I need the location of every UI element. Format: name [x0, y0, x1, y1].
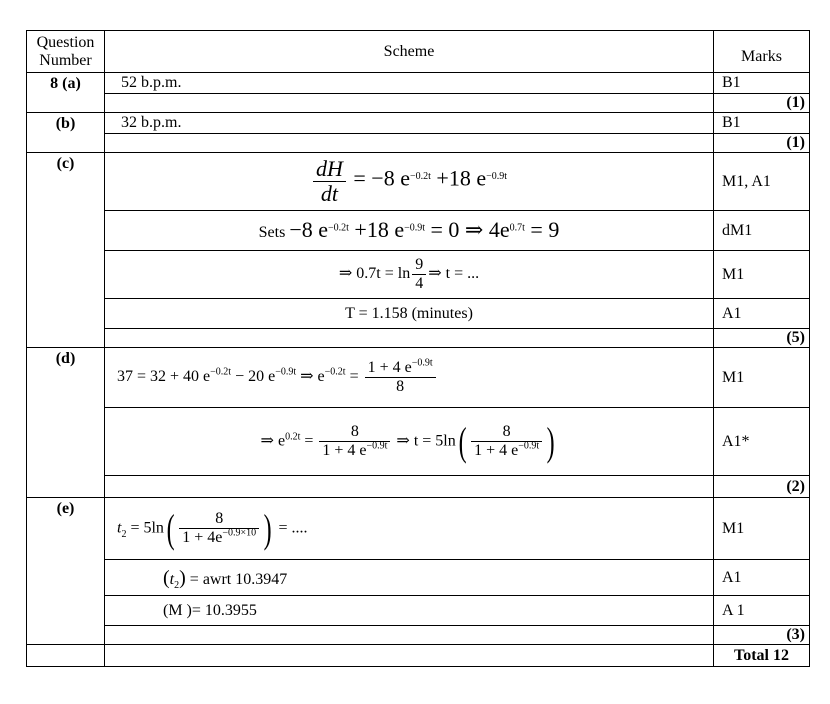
part-c-mark-1: M1, A1: [714, 153, 810, 211]
total-marks: Total 12: [714, 645, 810, 667]
part-c-subtotal-row: [27, 329, 810, 348]
part-c-subtotal: (5): [714, 329, 810, 348]
nine-quarters-fraction: $\frac{9}{4}$: [412, 256, 426, 292]
d2-fraction-b: $\frac{8}{1 + 4 e^{-0.9t}}$: [471, 423, 542, 459]
part-b-subtotal: (1): [714, 134, 810, 153]
part-d-line-2: ⇒ $e^{0.2t}$ = $\frac{8}{1 + 4 e^{-0.9t}}$ ⇒ t = 5ln( $\frac{8}{1 + 4 e^{-0.9t}}$ ): [105, 408, 714, 476]
part-e-line-2: $(t_2)$ = awrt 10.3947: [105, 560, 714, 596]
part-a-answer: 52 b.p.m.: [105, 73, 714, 94]
part-e-mark-2: A1: [714, 560, 810, 596]
part-c-label: (c): [27, 153, 105, 211]
part-e-label: (e): [27, 498, 105, 560]
total-row: [27, 645, 810, 667]
part-c-row-4: [27, 299, 810, 329]
part-d-row-1: [27, 348, 810, 408]
e1-fraction: $\frac{8}{1 + 4e^{-0.9\times 10}}$: [179, 510, 259, 546]
part-e-line-1: $t_2 = 5\ln$( $\frac{8}{1 + 4e^{-0.9\times 10}}$ ) = ....: [105, 498, 714, 560]
header-scheme: Scheme: [105, 31, 714, 73]
part-d-mark-2: A1*: [714, 408, 810, 476]
part-d-mark-1: M1: [714, 348, 810, 408]
part-e-mark-1: M1: [714, 498, 810, 560]
part-e-row-3: [27, 596, 810, 626]
part-b-answer: 32 b.p.m.: [105, 113, 714, 134]
part-e-line-3: (M )= 10.3955: [105, 596, 714, 626]
part-b-subtotal-row: [27, 134, 810, 153]
part-c-mark-2: dM1: [714, 211, 810, 251]
part-e-mark-3: A 1: [714, 596, 810, 626]
part-c-mark-4: A1: [714, 299, 810, 329]
part-e-subtotal: (3): [714, 626, 810, 645]
part-a-label: 8 (a): [27, 73, 105, 94]
part-d-row-2: [27, 408, 810, 476]
part-a-subtotal: (1): [714, 94, 810, 113]
mark-scheme-table: [26, 30, 810, 667]
part-c-mark-3: M1: [714, 251, 810, 299]
part-e-row-2: [27, 560, 810, 596]
part-b-row: [27, 113, 810, 134]
part-c-line-4: T = 1.158 (minutes): [105, 299, 714, 329]
part-d-subtotal: (2): [714, 476, 810, 498]
part-c-line-3: ⇒ 0.7t = ln $\frac{9}{4}$ ⇒ t = ...: [105, 251, 714, 299]
part-d-label: (d): [27, 348, 105, 408]
header-marks: Marks: [714, 31, 810, 73]
header-row: [27, 31, 810, 73]
part-e-row-1: [27, 498, 810, 560]
dh-dt-fraction: $\frac{dH}{dt}$: [313, 157, 346, 206]
part-a-row: [27, 73, 810, 94]
part-b-mark: B1: [714, 113, 810, 134]
part-c-row-3: [27, 251, 810, 299]
part-a-subtotal-row: [27, 94, 810, 113]
part-e-subtotal-row: [27, 626, 810, 645]
part-c-row-2: [27, 211, 810, 251]
part-b-label: (b): [27, 113, 105, 134]
part-d-line-1: 37 = 32 + 40 $e^{-0.2t} - 20$ $e^{-0.9t}$ ⇒ $e^{-0.2t}$ = $\frac{1 + 4 e^{-0.9t}}{8}$: [105, 348, 714, 408]
part-a-mark: B1: [714, 73, 810, 94]
d2-fraction-a: $\frac{8}{1 + 4 e^{-0.9t}}$: [319, 423, 390, 459]
part-d-subtotal-row: [27, 476, 810, 498]
part-c-row-1: [27, 153, 810, 211]
part-c-line-1: $\frac{dH}{dt}$ = −8 $e^{-0.2t} +18$ $e^{-0.9t}$: [105, 153, 714, 211]
part-c-line-2: Sets −8 $e^{-0.2t} +18$ $e^{-0.9t} = 0$ ⇒ $4e^{0.7t} = 9$: [105, 211, 714, 251]
d1-fraction: $\frac{1 + 4 e^{-0.9t}}{8}$: [365, 359, 436, 395]
header-question-number: Question Number: [27, 31, 105, 73]
